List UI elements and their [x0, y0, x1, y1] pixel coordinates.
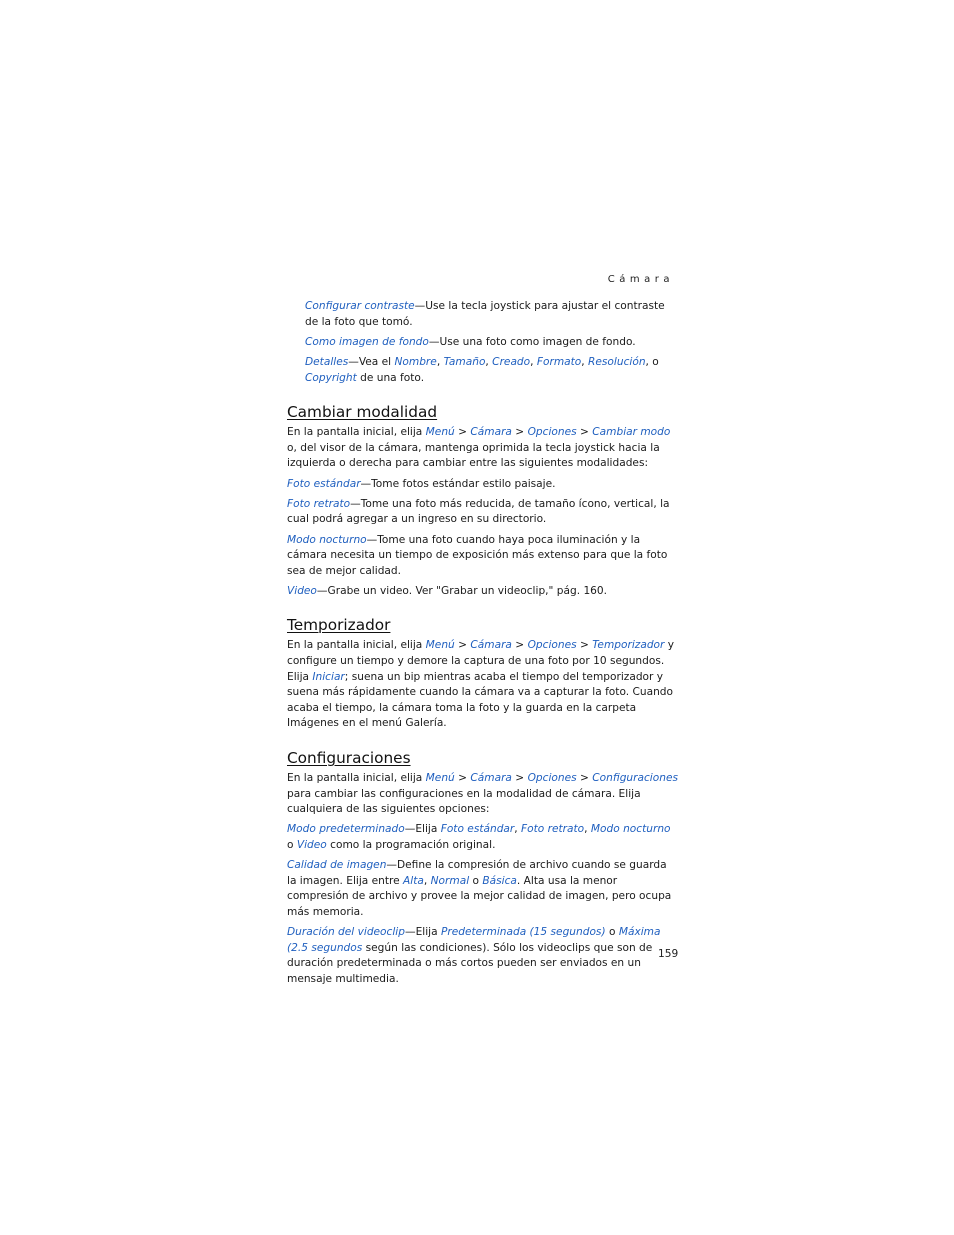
item-modo-nocturno [287, 533, 679, 580]
term-nombre: Nombre [394, 355, 437, 368]
item-modo-predeterminado [287, 822, 679, 853]
term-opciones: Opciones [527, 772, 577, 785]
sep: , [423, 874, 431, 887]
term-configuraciones: Configuraciones [592, 772, 678, 785]
sep: , [530, 355, 537, 368]
intro-item-fondo [287, 335, 679, 351]
item-foto-retrato [287, 497, 679, 528]
term-menu: Menú [425, 639, 455, 652]
term-maxima: Máxima (2.5 segundos [287, 926, 661, 954]
term-foto-estandar: Foto estándar [440, 823, 515, 836]
text: ; suena un bip mientras acaba el tiempo del temporizador y suena más rápidamente cuando la cámara va a capturar la foto. Cuando acaba el tiempo, la cámara toma la foto y la guarda en la carpeta Imágenes en el menú Galería. [287, 670, 673, 730]
text: En la pantalla inicial, elija [287, 426, 426, 439]
sep: > [576, 772, 593, 785]
term-como-imagen-de-fondo: Como imagen de fondo [305, 335, 429, 348]
text: o, del visor de la cámara, mantenga oprimida la tecla joystick hacia la izquierda o derecha para cambiar entre las siguientes modalidades: [287, 441, 660, 470]
term-basica: Básica [482, 874, 517, 887]
sep: > [511, 772, 528, 785]
term-alta: Alta [403, 874, 424, 887]
intro-item-detalles [287, 355, 679, 386]
item-calidad-de-imagen [287, 858, 679, 920]
term-creado: Creado [492, 355, 531, 368]
section-title-cambiar-modalidad: Cambiar modalidad [287, 403, 438, 422]
sep: > [576, 426, 593, 439]
text: En la pantalla inicial, elija [287, 772, 426, 785]
term-camara: Cámara [470, 772, 512, 785]
term-video: Video [287, 584, 317, 597]
sep: > [576, 639, 593, 652]
term-temporizador: Temporizador [592, 639, 665, 652]
running-header: Cámara [607, 274, 674, 285]
sep: , [514, 823, 522, 836]
term-modo-nocturno: Modo nocturno [287, 533, 367, 546]
item-video [287, 584, 679, 600]
page-content [287, 299, 679, 992]
sep: o [469, 874, 483, 887]
sep: > [454, 772, 471, 785]
term-opciones: Opciones [527, 639, 577, 652]
sep: , [485, 355, 493, 368]
term-opciones: Opciones [527, 426, 577, 439]
term-formato: Formato [536, 355, 582, 368]
desc: —Grabe un video. Ver "Grabar un videoclip," pág. 160. [316, 584, 608, 597]
sep: > [454, 639, 471, 652]
term-camara: Cámara [470, 639, 512, 652]
text: —Vea el [348, 355, 395, 368]
desc: —Use la tecla joystick para ajustar el contraste de la foto que tomó. [305, 300, 665, 328]
text: —Elija [404, 823, 441, 836]
text: —Define la compresión de archivo cuando se guarda la imagen. Elija entre [287, 859, 667, 887]
text: según las condiciones). Sólo los videoclips que son de duración predeterminada o más cortos pueden ser enviados en un mensaje multimedia. [287, 941, 653, 985]
term-detalles: Detalles [305, 355, 349, 368]
sep: > [454, 426, 471, 439]
term-camara: Cámara [470, 426, 512, 439]
term-foto-retrato: Foto retrato [521, 823, 585, 836]
text: En la pantalla inicial, elija [287, 639, 426, 652]
text: de una foto. [356, 371, 425, 384]
desc: —Tome fotos estándar estilo paisaje. [360, 477, 556, 490]
text: y configure un tiempo y demore la captura de una foto por 10 segundos. Elija [287, 639, 675, 683]
term-menu: Menú [425, 772, 455, 785]
page-number: 159 [658, 948, 679, 960]
term-foto-retrato: Foto retrato [287, 497, 351, 510]
term-video: Video [296, 839, 327, 851]
section-title-configuraciones: Configuraciones [287, 749, 411, 768]
desc: —Tome una foto más reducida, de tamaño ícono, vertical, la cual podrá agregar a un ingreso en su directorio. [287, 497, 670, 526]
sep: > [511, 639, 528, 652]
term-cambiar-modo: Cambiar modo [592, 426, 671, 439]
sep: , o [645, 355, 659, 368]
item-duracion-del-videoclip [287, 925, 679, 987]
term-resolucion: Resolución [588, 355, 646, 368]
term-foto-estandar: Foto estándar [287, 477, 361, 490]
term-copyright: Copyright [305, 371, 357, 384]
paragraph-temporizador [287, 638, 679, 732]
text: como la programación original. [326, 839, 496, 851]
term-predeterminada: Predeterminada (15 segundos) [440, 926, 606, 939]
term-modo-nocturno: Modo nocturno [590, 823, 671, 836]
term-menu: Menú [425, 426, 455, 439]
sep: , [581, 355, 589, 368]
term-iniciar: Iniciar [312, 670, 345, 683]
desc: —Tome una foto cuando haya poca iluminación y la cámara necesita un tiempo de exposición más extenso para que la foto sea de mejor calidad. [287, 533, 668, 577]
paragraph-configuraciones [287, 771, 679, 818]
item-foto-estandar [287, 477, 679, 493]
sep: , [436, 355, 444, 368]
section-title-temporizador: Temporizador [287, 616, 391, 635]
sep: o [605, 926, 619, 939]
text: . Alta usa la menor compresión de archivo y provee la mejor calidad de imagen, pero ocupa más memoria. [287, 874, 672, 918]
sep: o [287, 839, 297, 851]
term-tamano: Tamaño [443, 355, 486, 368]
intro-item-contraste [287, 299, 679, 330]
term-configurar-contraste: Configurar contraste [305, 300, 415, 312]
term-duracion-del-videoclip: Duración del videoclip [287, 926, 405, 939]
term-modo-predeterminado: Modo predeterminado [287, 823, 405, 836]
text: para cambiar las configuraciones en la modalidad de cámara. Elija cualquiera de las siguientes opciones: [287, 787, 641, 816]
sep: > [511, 426, 528, 439]
term-calidad-de-imagen: Calidad de imagen [287, 859, 387, 872]
sep: , [584, 823, 591, 836]
paragraph-cambiar [287, 425, 679, 472]
term-normal: Normal [430, 874, 470, 887]
desc: —Use una foto como imagen de fondo. [428, 335, 636, 348]
text: —Elija [404, 926, 441, 939]
